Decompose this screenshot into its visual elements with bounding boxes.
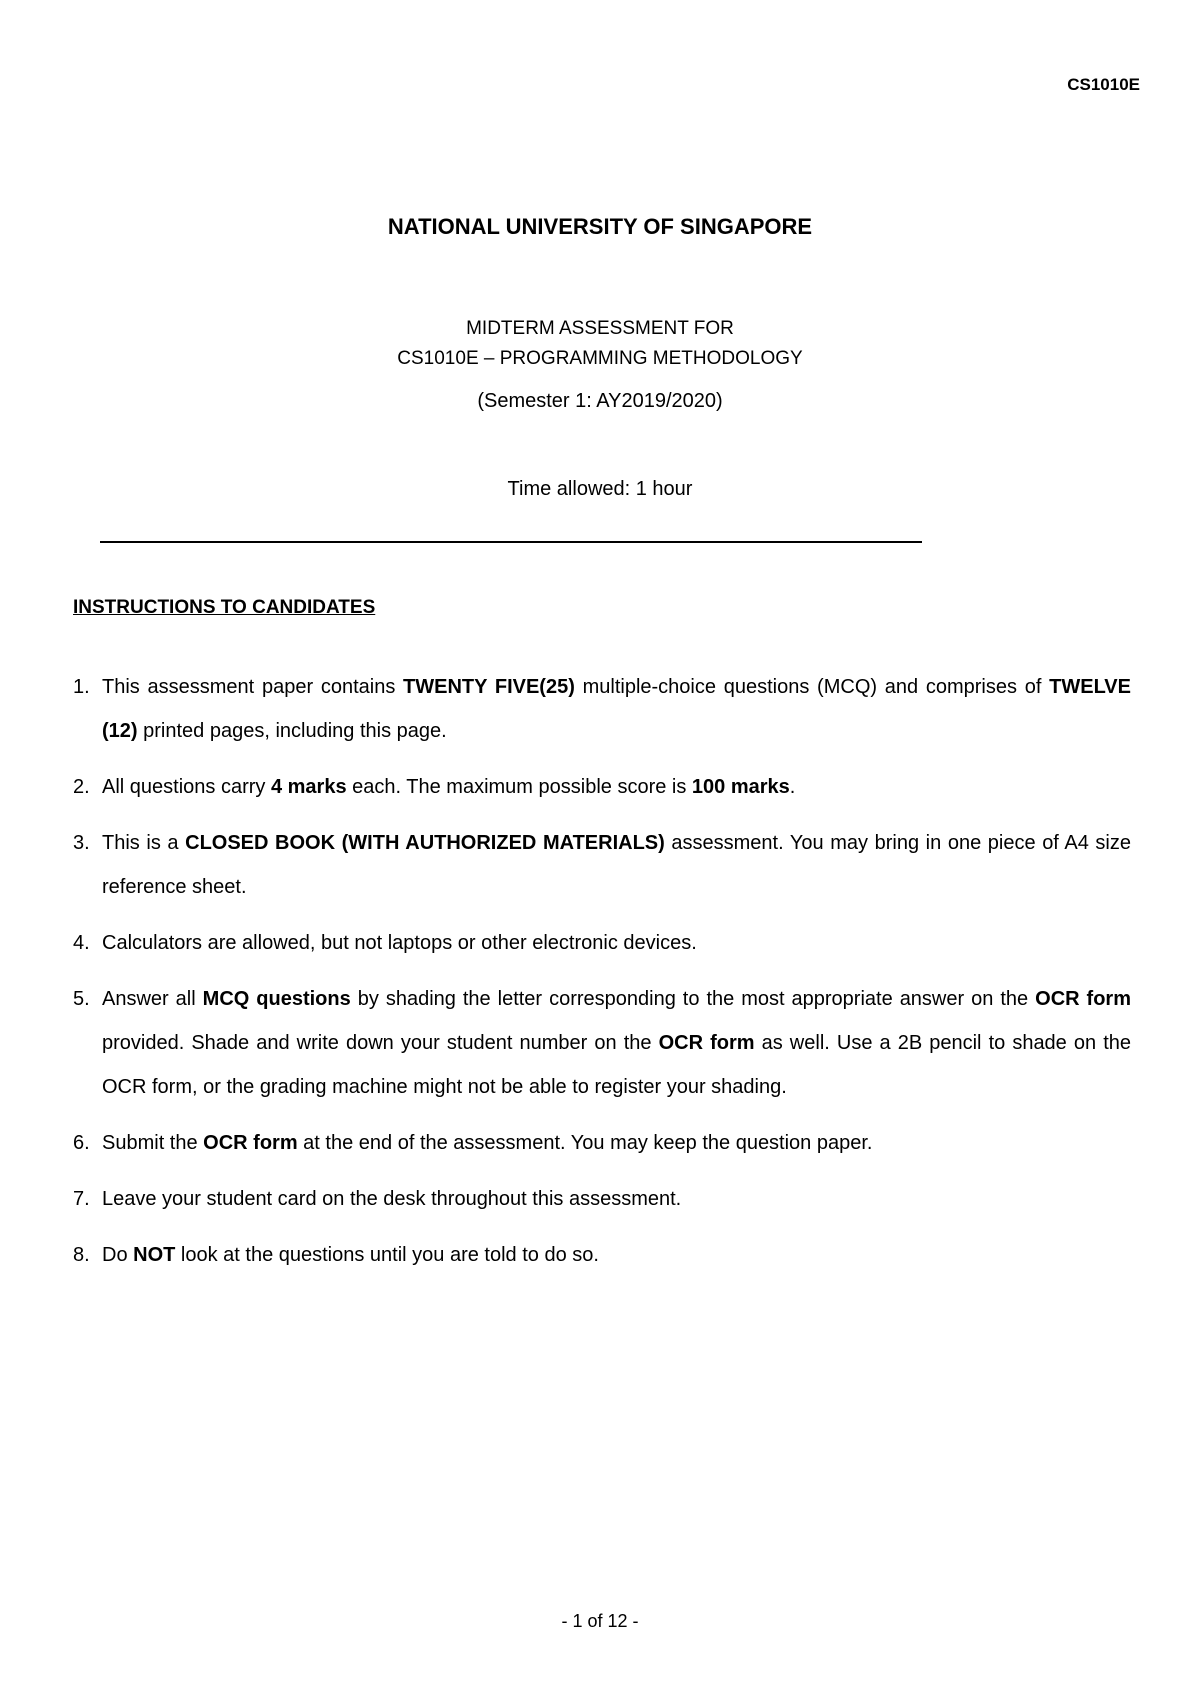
divider-line bbox=[100, 541, 922, 543]
assessment-title: MIDTERM ASSESSMENT FOR bbox=[466, 318, 734, 339]
instruction-number: 5. bbox=[73, 988, 90, 1010]
instruction-text: provided. Shade and write down your student number on the bbox=[102, 1032, 659, 1054]
instruction-text: Answer all bbox=[102, 988, 203, 1010]
instruction-text: All questions carry bbox=[102, 776, 271, 798]
instruction-item bbox=[73, 765, 1131, 809]
instruction-item bbox=[73, 977, 1131, 1109]
instruction-text: This assessment paper contains bbox=[102, 676, 404, 698]
instruction-number: 1. bbox=[73, 676, 90, 698]
course-code: CS1010E bbox=[1067, 75, 1140, 94]
instruction-bold: OCR form bbox=[203, 1132, 298, 1154]
instruction-text: Do bbox=[102, 1244, 134, 1266]
instruction-text: . bbox=[789, 776, 796, 798]
instructions-list bbox=[73, 665, 1131, 1289]
time-allowed: Time allowed: 1 hour bbox=[507, 478, 693, 500]
instruction-bold: NOT bbox=[133, 1244, 176, 1266]
instruction-number: 4. bbox=[73, 932, 90, 954]
instruction-text: at the end of the assessment. You may keep the question paper. bbox=[297, 1132, 873, 1154]
instruction-text: printed pages, including this page. bbox=[137, 720, 447, 742]
instruction-number: 2. bbox=[73, 776, 90, 798]
instruction-text: Leave your student card on the desk throughout this assessment. bbox=[102, 1188, 682, 1210]
instruction-bold: OCR form bbox=[1035, 988, 1132, 1010]
university-name: NATIONAL UNIVERSITY OF SINGAPORE bbox=[387, 214, 813, 239]
page-number: - 1 of 12 - bbox=[561, 1611, 639, 1631]
instruction-bold: TWENTY FIVE(25) bbox=[403, 676, 575, 698]
instruction-item bbox=[73, 1233, 1131, 1277]
instruction-bold: 4 marks bbox=[270, 776, 347, 798]
instruction-text: look at the questions until you are told to do so. bbox=[175, 1244, 599, 1266]
instruction-number: 3. bbox=[73, 832, 90, 854]
instruction-bold: TWELVE (12) bbox=[102, 676, 1131, 742]
instruction-text: by shading the letter corresponding to the most appropriate answer on the bbox=[350, 988, 1036, 1010]
instruction-text: each. The maximum possible score is bbox=[346, 776, 692, 798]
course-title: CS1010E – PROGRAMMING METHODOLOGY bbox=[397, 348, 803, 369]
instruction-text: Calculators are allowed, but not laptops or other electronic devices. bbox=[102, 932, 697, 954]
instruction-bold: MCQ questions bbox=[202, 988, 351, 1010]
instruction-text: assessment. You may bring in one piece of A4 size reference sheet. bbox=[102, 832, 1131, 898]
instruction-item bbox=[73, 665, 1131, 753]
instruction-item bbox=[73, 921, 1131, 965]
instruction-number: 6. bbox=[73, 1132, 90, 1154]
instruction-bold: CLOSED BOOK (WITH AUTHORIZED MATERIALS) bbox=[185, 832, 665, 854]
instruction-text: This is a bbox=[102, 832, 186, 854]
instruction-text: multiple-choice questions (MCQ) and comprises of bbox=[574, 676, 1050, 698]
instruction-item bbox=[73, 1121, 1131, 1165]
instruction-number: 7. bbox=[73, 1188, 90, 1210]
instruction-item bbox=[73, 821, 1131, 909]
instruction-number: 8. bbox=[73, 1244, 90, 1266]
instructions-heading: INSTRUCTIONS TO CANDIDATES bbox=[73, 597, 376, 618]
semester-label: (Semester 1: AY2019/2020) bbox=[477, 390, 723, 412]
instruction-text: Submit the bbox=[102, 1132, 204, 1154]
instruction-item bbox=[73, 1177, 1131, 1221]
instruction-bold: OCR form bbox=[658, 1032, 755, 1054]
instruction-text: as well. Use a 2B pencil to shade on the OCR form, or the grading machine might not be able to register your shading. bbox=[102, 1032, 1131, 1098]
instruction-bold: 100 marks bbox=[691, 776, 790, 798]
